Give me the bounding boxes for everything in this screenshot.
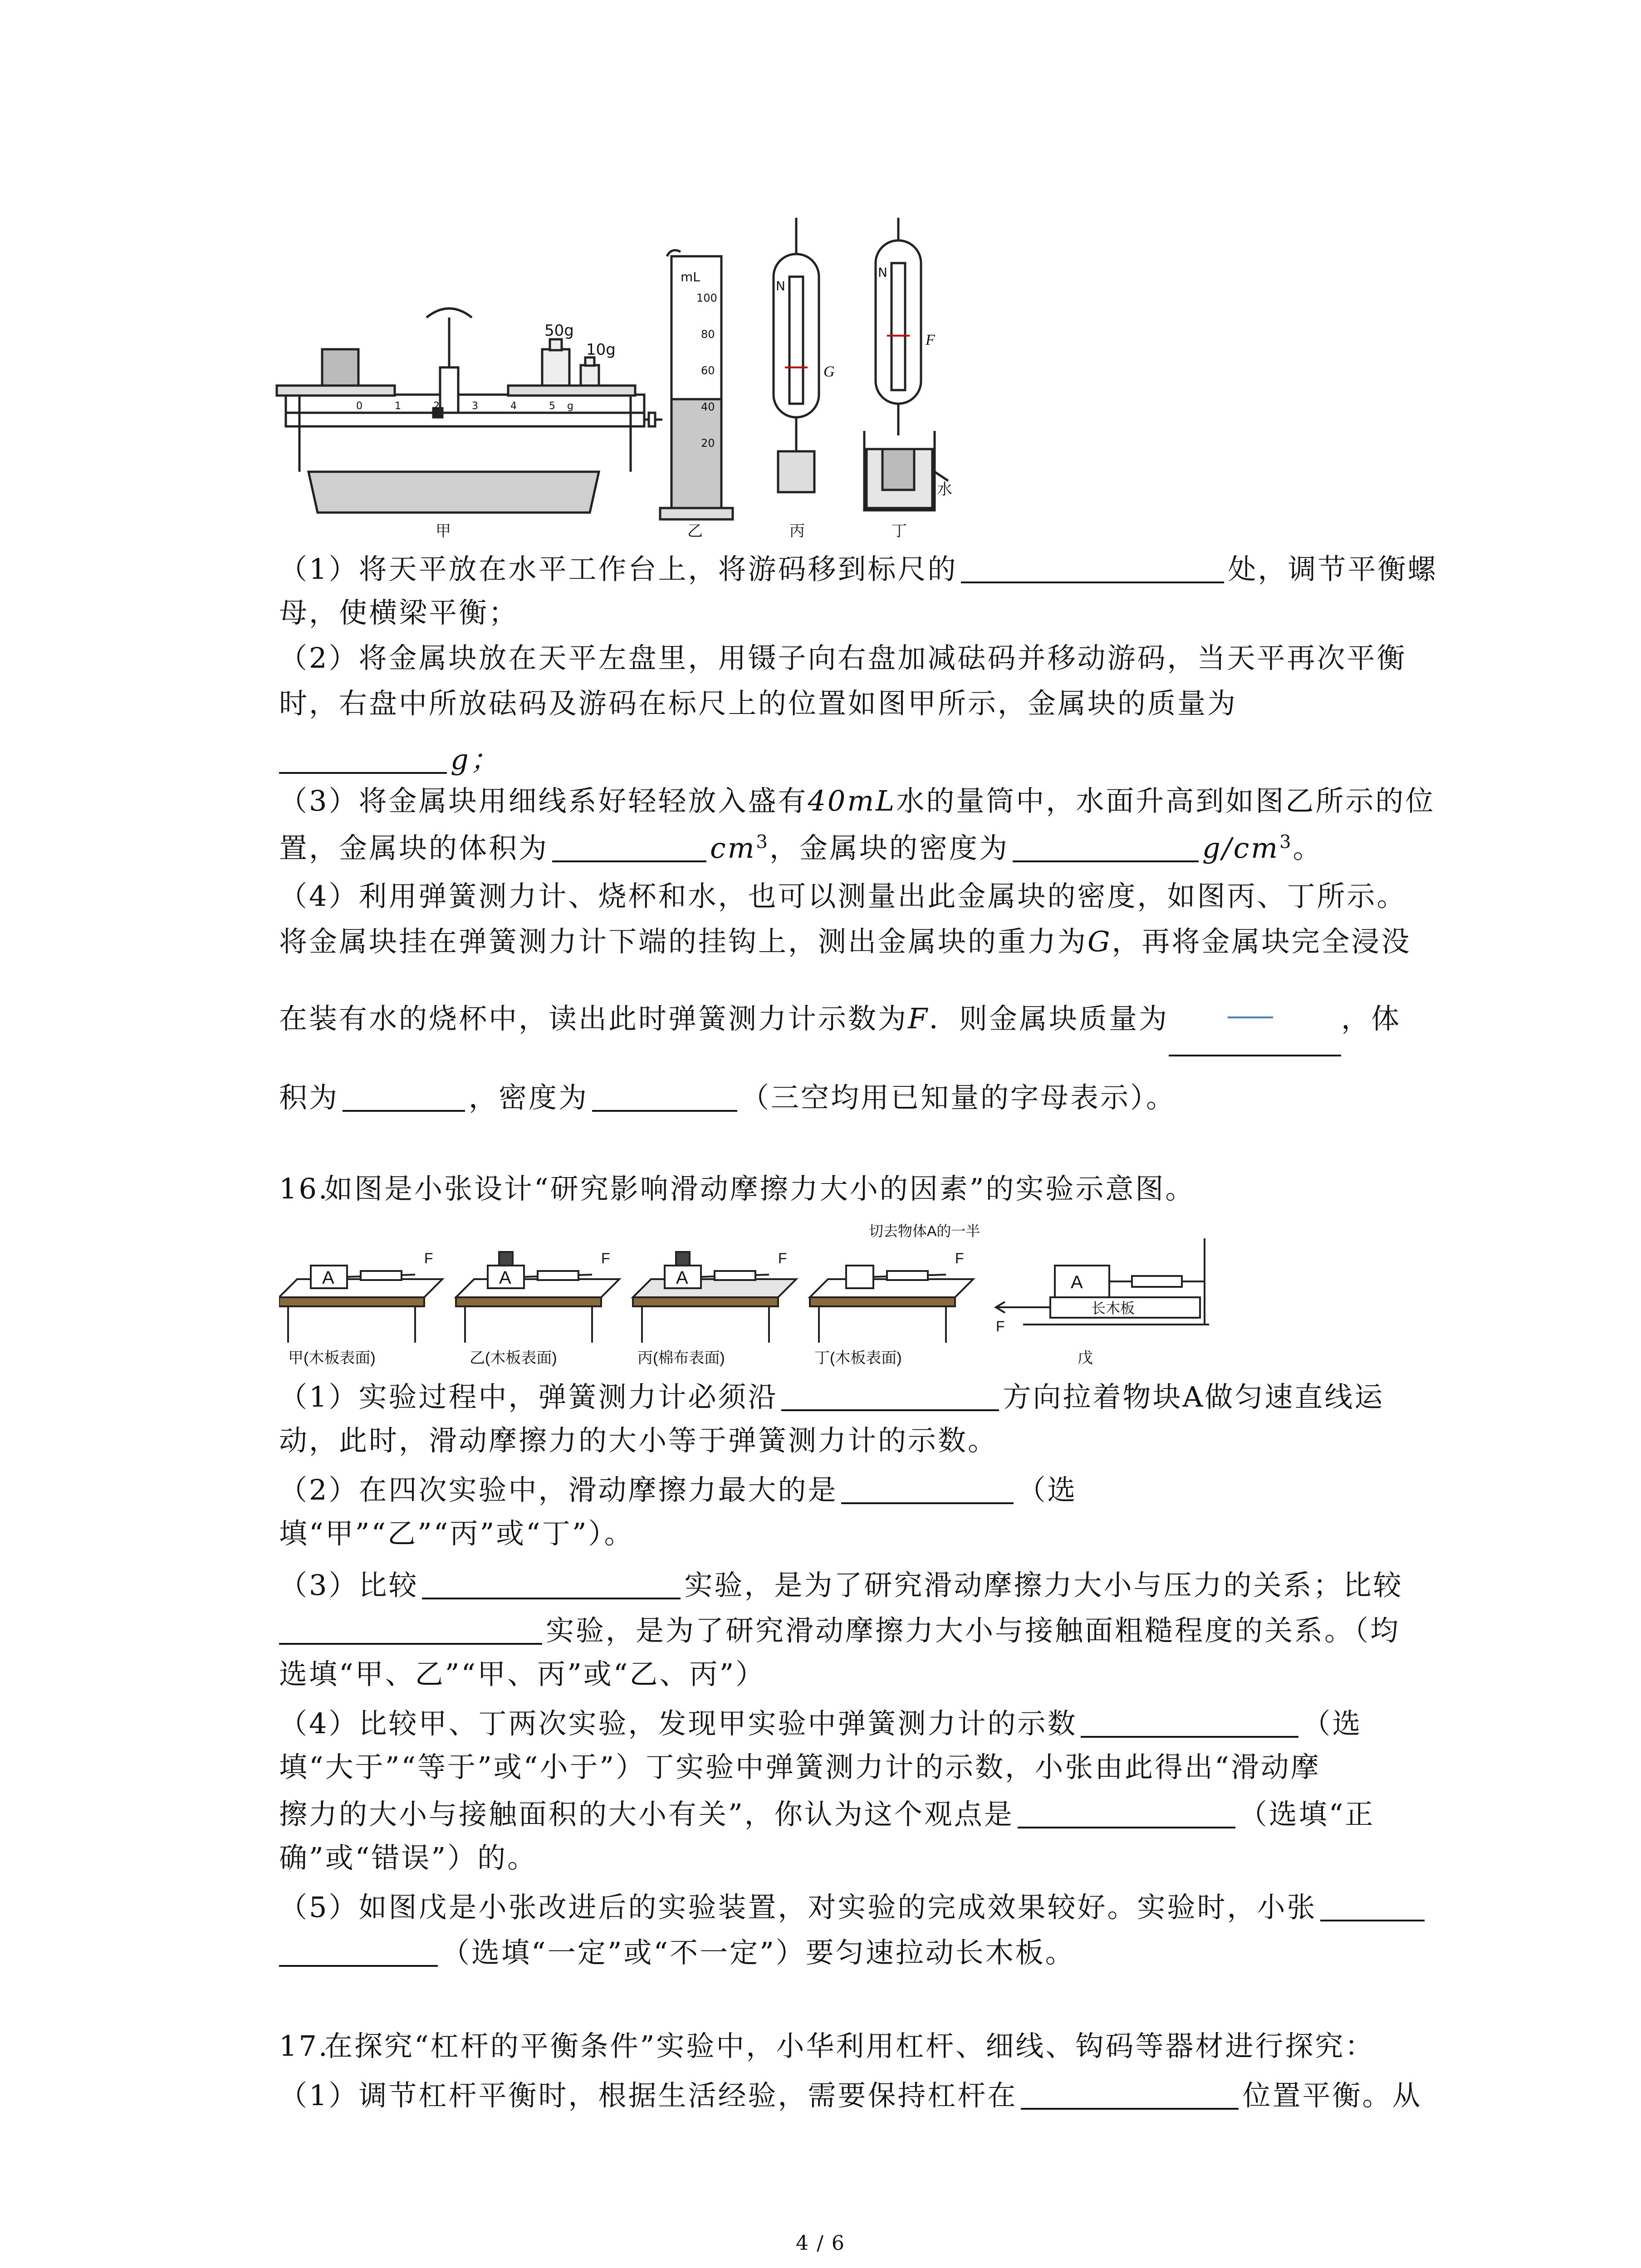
q16-stem: 16.如图是小张设计“研究影响滑动摩擦力大小的因素”的实验示意图。: [279, 1172, 1195, 1205]
q15-line-3: （2）将金属块放在天平左盘里，用镊子向右盘加减砝码并移动游码，当天平再次平衡: [279, 641, 1407, 675]
cylinder-tick: 80: [701, 328, 715, 341]
caption-ding: 丁(木板表面): [814, 1349, 902, 1367]
scale-tick: 2: [433, 401, 440, 412]
scale-tick: 1: [395, 401, 401, 412]
q15-line-1: （1）将天平放在水平工作台上，将游码移到标尺的 处，调节平衡螺: [279, 552, 1438, 586]
cylinder-tick: 20: [701, 437, 715, 450]
q16-line-5: （3）比较 实验，是为了研究滑动摩擦力大小与压力的关系；比较: [279, 1569, 1403, 1602]
q16-line-10: 擦力的大小与接触面积的大小有关”，你认为这个观点是 （选填“正: [279, 1798, 1375, 1831]
q15-blank-mass[interactable]: [279, 744, 447, 774]
q15-blank-density-formula[interactable]: [592, 1082, 737, 1112]
force-label: F: [778, 1250, 787, 1266]
q16-blank-compare[interactable]: [1081, 1708, 1298, 1738]
force-label: F: [601, 1250, 610, 1266]
q16-line-13: （选填“一定”或“不一定”）要匀速拉动长木板。: [279, 1937, 1075, 1967]
page-number: 4 / 6: [796, 2232, 845, 2255]
q16-blank-pressure[interactable]: [422, 1569, 681, 1599]
q16-blank-uniform-b[interactable]: [279, 1937, 438, 1967]
spring-F-label: F: [926, 332, 935, 348]
q15-line-10: 在装有水的烧杯中，读出此时弹簧测力计示数为F．则金属块质量为 ，体: [279, 1005, 1401, 1033]
q16-line-4: 填“甲”“乙”“丙”或“丁”）。: [279, 1517, 634, 1550]
scale-tick: 5: [549, 401, 555, 412]
q16-line-12: （5）如图戊是小张改进后的实验装置，对实验的完成效果较好。实验时，小张: [279, 1892, 1428, 1921]
caption-wu: 戊: [1078, 1349, 1093, 1367]
cylinder-tick: 60: [701, 364, 715, 377]
q16-line-1: （1）实验过程中，弹簧测力计必须沿 方向拉着物块A做匀速直线运: [279, 1380, 1385, 1413]
block-a-label: A: [499, 1268, 511, 1288]
cylinder-tick: 100: [696, 292, 717, 304]
board-label: 长木板: [1091, 1300, 1135, 1316]
weight-50g-label: 50g: [544, 322, 574, 340]
answer-underline: [1169, 1055, 1341, 1056]
q17-line-1: （1）调节杠杆平衡时，根据生活经验，需要保持杠杆在 位置平衡。从: [279, 2079, 1422, 2112]
block-a-label: A: [676, 1268, 688, 1288]
caption-jia: 甲(木板表面): [288, 1349, 376, 1367]
block-a-label: A: [322, 1268, 334, 1288]
scale-tick: 3: [472, 401, 478, 412]
q16-line-11: 确”或“错误”）的。: [279, 1841, 538, 1874]
q16-blank-max-friction[interactable]: [841, 1474, 1014, 1504]
q16-line-8: （4）比较甲、丁两次实验，发现甲实验中弹簧测力计的示数 （选: [279, 1707, 1362, 1740]
q16-line-6: 实验，是为了研究滑动摩擦力大小与接触面粗糙程度的关系。（均: [279, 1615, 1400, 1645]
block-a-label: A: [1071, 1272, 1083, 1292]
q17-stem: 17.在探究“杠杆的平衡条件”实验中，小华利用杠杆、细线、钩码等器材进行探究：: [279, 2029, 1375, 2063]
scale-tick: 4: [510, 401, 517, 412]
caption-bing: 丙(棉布表面): [637, 1349, 725, 1367]
scale-tick: 0: [356, 401, 362, 412]
spring-G-label: G: [823, 363, 835, 380]
q15-blank-1[interactable]: [961, 553, 1224, 583]
water-label: 水: [937, 481, 952, 498]
q15-line-7: 置，金属块的体积为 $cm^3$，金属块的密度为 $g/cm^3$。: [279, 831, 1323, 865]
q15-blank-volume-formula[interactable]: [343, 1082, 465, 1112]
q15-line-9: 将金属块挂在弹簧测力计下端的挂钩上，测出金属块的重力为G，再将金属块完全浸没: [279, 925, 1411, 958]
q15-line-8: （4）利用弹簧测力计、烧杯和水，也可以测量出此金属块的密度，如图丙、丁所示。: [279, 880, 1407, 913]
spring-top-label: N: [878, 265, 887, 280]
q15-blank-volume[interactable]: [552, 832, 706, 862]
q16-line-2: 动，此时，滑动摩擦力的大小等于弹簧测力计的示数。: [279, 1424, 998, 1457]
force-label: F: [955, 1250, 964, 1266]
force-label: F: [424, 1250, 433, 1266]
caption-bing: 丙: [789, 522, 805, 540]
q16-blank-roughness[interactable]: [279, 1615, 542, 1645]
cylinder-unit: mL: [681, 269, 700, 284]
fraction-bar: [1228, 1017, 1273, 1018]
weight-10g-label: 10g: [586, 341, 616, 359]
q15-line-2: 母，使横梁平衡；: [279, 596, 519, 629]
q16-blank-direction[interactable]: [781, 1381, 999, 1411]
q16-blank-opinion[interactable]: [1018, 1799, 1235, 1828]
q16-line-3: （2）在四次实验中，滑动摩擦力最大的是 （选: [279, 1473, 1078, 1506]
caption-yi: 乙(木板表面): [470, 1349, 557, 1367]
q16-line-7: 选填“甲、乙”“甲、丙”或“乙、丙”）: [279, 1657, 766, 1691]
caption-jia: 甲: [436, 522, 451, 540]
q15-line-11: 积为 ，密度为 （三空均用已知量的字母表示）。: [279, 1081, 1176, 1114]
q15-blank-mass-formula[interactable]: [1169, 1005, 1341, 1033]
caption-ding: 丁: [892, 522, 907, 540]
scale-tick: g: [567, 401, 573, 412]
q15-line-4: 时，右盘中所放砝码及游码在标尺上的位置如图甲所示，金属块的质量为: [279, 687, 1238, 720]
q15-blank-density[interactable]: [1013, 832, 1199, 862]
cut-label: 切去物体A的一半: [869, 1223, 980, 1239]
cylinder-tick: 40: [701, 401, 715, 413]
spring-top-label: N: [776, 279, 785, 293]
figure-friction-experiment: [279, 1220, 1232, 1370]
q16-blank-uniform-a[interactable]: [1320, 1892, 1425, 1921]
figure-balance-cylinder-spring: [272, 213, 1043, 540]
q15-line-6: （3）将金属块用细线系好轻轻放入盛有40mL水的量筒中，水面升高到如图乙所示的位: [279, 784, 1435, 817]
q15-line-5: g；: [279, 744, 500, 774]
q17-blank-position[interactable]: [1021, 2080, 1239, 2110]
caption-yi: 乙: [687, 522, 703, 540]
force-label: F: [996, 1318, 1005, 1334]
q16-line-9: 填“大于”“等于”或“小于”）丁实验中弹簧测力计的示数，小张由此得出“滑动摩: [279, 1750, 1321, 1784]
